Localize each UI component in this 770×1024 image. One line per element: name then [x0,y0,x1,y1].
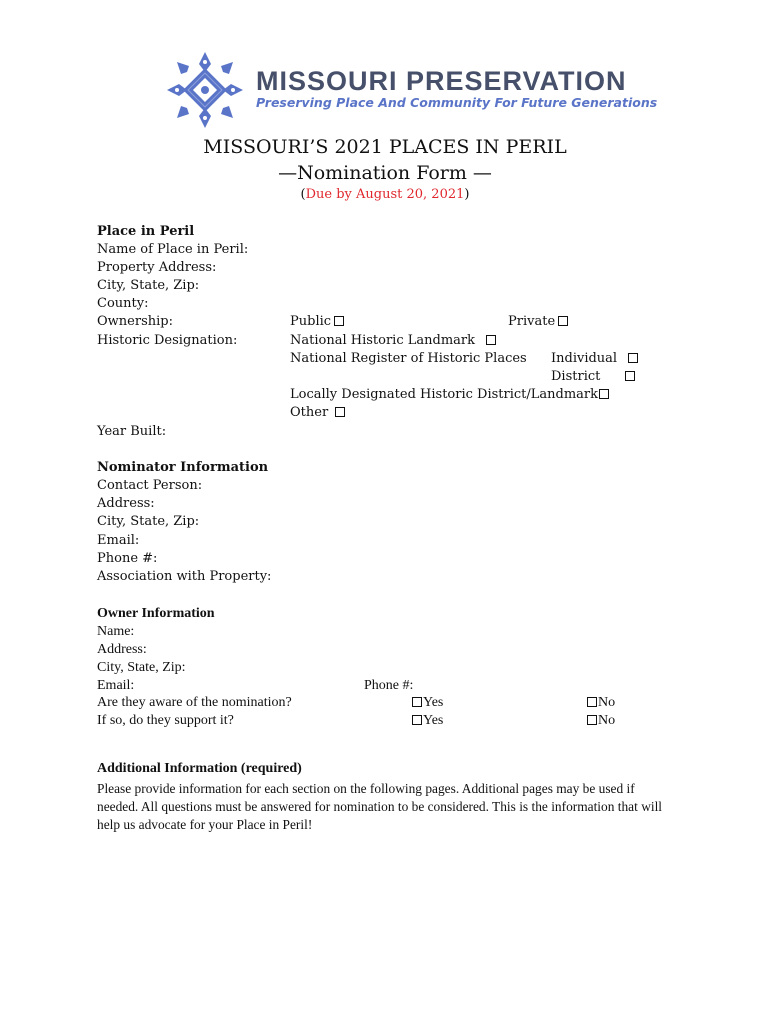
individual-option: Individual [551,350,638,368]
organization-tagline: Preserving Place And Community For Future Generations [256,95,658,110]
individual-checkbox[interactable] [628,353,638,363]
aware-yes-option: Yes [412,694,443,712]
support-no-option: No [587,712,615,730]
form-title: MISSOURI’S 2021 PLACES IN PERIL [203,136,567,158]
other-option: Other [290,404,345,422]
county-label: County: [97,296,149,311]
additional-body: Please provide information for each section on the following pages. Additional pages may be used if needed. All questions must be answered for nomination to be considered. This is the information that will help us advocate for your Place in Peril! [97,781,663,832]
owner-name-label: Name: [97,624,135,639]
nrhp-label: National Register of Historic Places [290,351,527,366]
contact-person-label: Contact Person: [97,478,203,493]
district-option: District [551,368,635,386]
year-built-label: Year Built: [97,424,167,439]
other-checkbox[interactable] [335,407,345,417]
property-address-label: Property Address: [97,260,217,275]
support-yes-checkbox[interactable] [412,715,422,725]
owner-email-label: Email: [97,678,135,693]
organization-logo-icon [165,50,245,130]
nominator-address-label: Address: [97,496,155,511]
organization-name: MISSOURI PRESERVATION [256,66,627,96]
place-heading: Place in Peril [97,224,195,239]
support-question: If so, do they support it? [97,713,234,728]
due-date-line: (Due by August 20, 2021) [300,187,470,202]
owner-phone-label: Phone #: [364,678,414,693]
nominator-phone-label: Phone #: [97,551,158,566]
owner-heading: Owner Information [97,606,215,621]
nhl-checkbox[interactable] [486,335,496,345]
local-designation-option: Locally Designated Historic District/Landmark [290,386,609,404]
nhl-option: National Historic Landmark [290,332,496,350]
place-city-label: City, State, Zip: [97,278,200,293]
due-date: Due by August 20, 2021 [305,187,465,202]
support-yes-option: Yes [412,712,443,730]
ownership-public-option: Public [290,313,344,331]
ownership-label: Ownership: [97,314,173,329]
owner-city-label: City, State, Zip: [97,660,186,675]
local-checkbox[interactable] [599,389,609,399]
association-label: Association with Property: [97,569,272,584]
private-checkbox[interactable] [558,316,568,326]
form-subtitle: —Nomination Form — [278,162,492,184]
aware-question: Are they aware of the nomination? [97,695,292,710]
nominator-heading: Nominator Information [97,460,269,475]
district-checkbox[interactable] [625,371,635,381]
additional-heading: Additional Information (required) [97,761,302,776]
designation-label: Historic Designation: [97,333,238,348]
owner-address-label: Address: [97,642,147,657]
aware-no-option: No [587,694,615,712]
place-name-label: Name of Place in Peril: [97,242,249,257]
support-no-checkbox[interactable] [587,715,597,725]
aware-yes-checkbox[interactable] [412,697,422,707]
public-checkbox[interactable] [334,316,344,326]
ownership-private-option: Private [508,313,568,331]
nominator-city-label: City, State, Zip: [97,514,200,529]
nominator-email-label: Email: [97,533,140,548]
aware-no-checkbox[interactable] [587,697,597,707]
